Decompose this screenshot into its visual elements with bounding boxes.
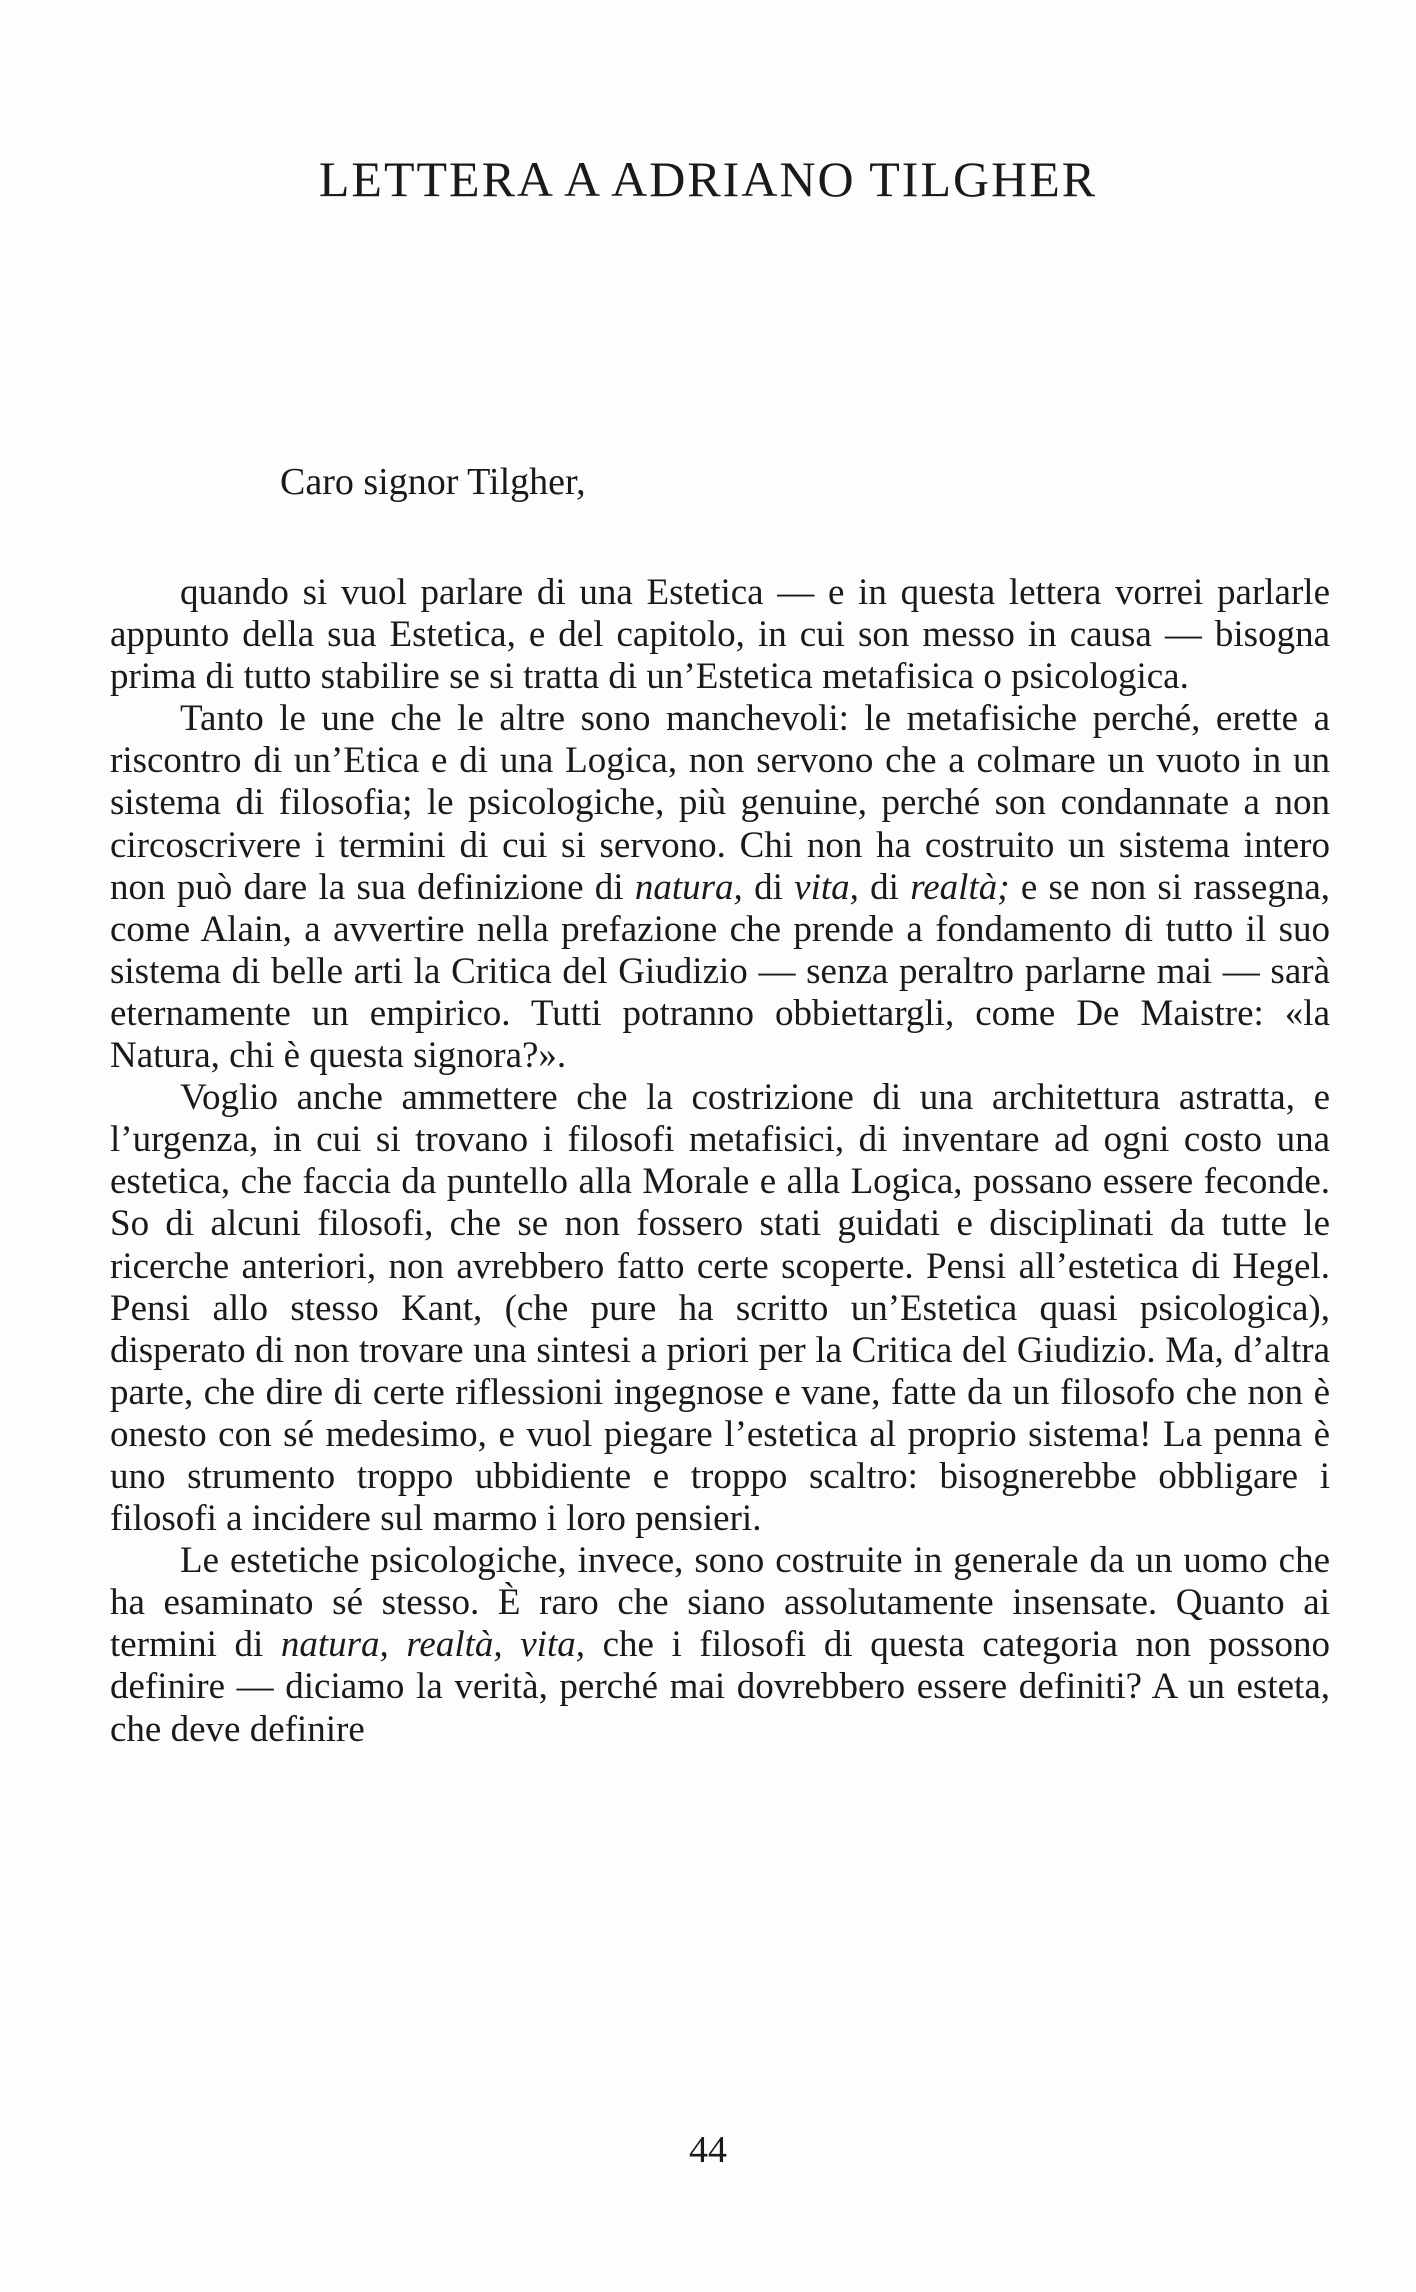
italic-term: vita, xyxy=(794,866,859,908)
paragraph-text: di xyxy=(858,866,911,908)
italic-term: natura, xyxy=(634,866,743,908)
paragraph-text: di xyxy=(742,866,795,908)
paragraph-text: Tanto le une che le altre sono manchevoli: le metafisiche perché, erette a riscontro di un’Etica e di una Logica, non servono che a colmare un vuoto in un sistema di filosofia; le psicologiche, più genuine, perché son condannate a non circoscrivere i termini di cui si servono. Chi non ha costruito un sistema intero non può dare la sua definizione di xyxy=(110,698,1330,908)
paragraph-text: Le estetiche psicologiche, invece, sono costruite in generale da un uomo che ha esaminato sé stesso. È raro che siano assolutamente insensate. Quanto ai termini di xyxy=(110,1540,1330,1666)
paragraph xyxy=(110,698,1330,1077)
letter-body xyxy=(110,572,1330,1751)
italic-term: realtà; xyxy=(910,866,1010,908)
italic-term: natura, realtà, vita, xyxy=(280,1624,585,1666)
paragraph xyxy=(110,572,1330,698)
paragraph-text: che i filosofi di questa categoria non possono definire — diciamo la verità, perché mai dovrebbero essere definiti? A un esteta, che deve definire xyxy=(110,1624,1330,1750)
page-title: LETTERA A ADRIANO TILGHER xyxy=(318,151,1098,207)
salutation: Caro signor Tilgher, xyxy=(280,461,586,503)
page-number: 44 xyxy=(689,2129,727,2171)
paragraph xyxy=(110,1540,1330,1750)
paragraph-text: quando si vuol parlare di una Estetica — e in questa lettera vorrei parlarle appunto della sua Estetica, e del capitolo, in cui son messo in causa — bisogna prima di tutto stabilire se si tratta di un’Estetica metafisica o psicologica. xyxy=(110,572,1330,698)
paragraph-text: e se non si rassegna, come Alain, a avvertire nella prefazione che prende a fondamento di tutto il suo sistema di belle arti la Critica del Giudizio — senza peraltro parlarne mai — sarà eternamente un empirico. Tutti potranno obbiettargli, come De Maistre: «la Natura, chi è questa signora?». xyxy=(110,866,1331,1077)
paragraph xyxy=(110,1077,1330,1540)
paragraph-text: Voglio anche ammettere che la costrizione di una architettura astratta, e l’urgenza, in cui si trovano i filosofi metafisici, di inventare ad ogni costo una estetica, che faccia da puntello alla Morale e alla Logica, possano essere feconde. So di alcuni filosofi, che se non fossero stati guidati e disciplinati da tutte le ricerche anteriori, non avrebbero fatto certe scoperte. Pensi all’estetica di Hegel. Pensi allo stesso Kant, (che pure ha scritto un’Estetica quasi psicologica), disperato di non trovare una sintesi a priori per la Critica del Giudizio. Ma, d’altra parte, che dire di certe riflessioni ingegnose e vane, fatte da un filosofo che non è onesto con sé medesimo, e vuol piegare l’estetica al proprio sistema! La penna è uno strumento troppo ubbidiente e troppo scaltro: bisognerebbe obbligare i filosofi a incidere sul marmo i loro pensieri. xyxy=(110,1077,1330,1540)
